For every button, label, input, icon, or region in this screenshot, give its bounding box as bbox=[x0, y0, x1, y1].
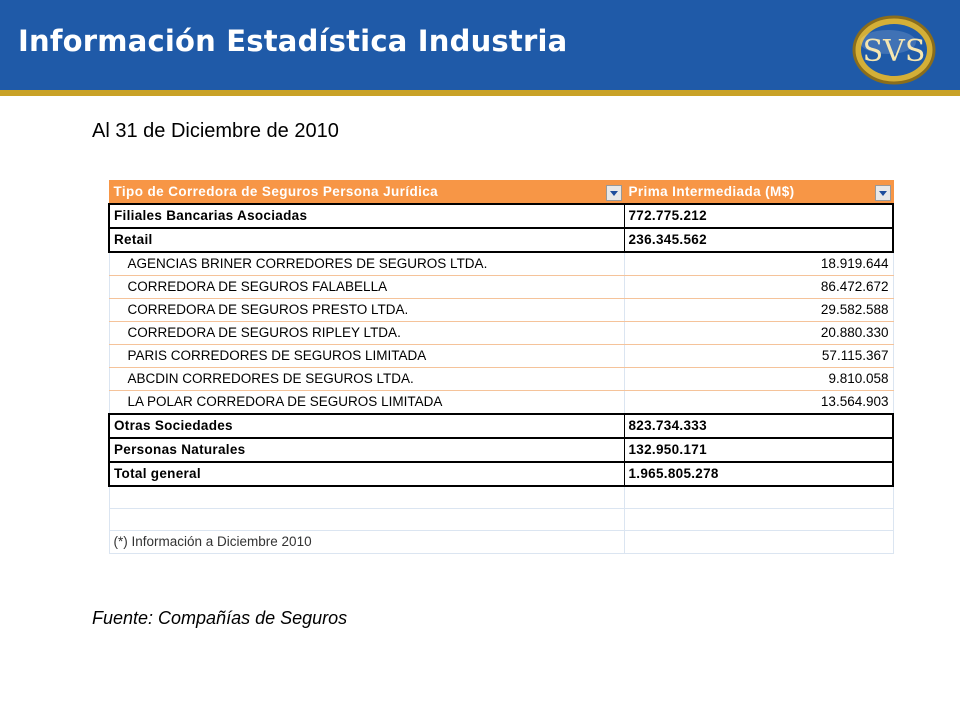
table-header-row bbox=[109, 181, 893, 205]
row-value: 772.775.212 bbox=[624, 204, 893, 228]
brokers-table bbox=[108, 180, 894, 554]
row-value: 29.582.588 bbox=[624, 299, 893, 322]
page-title: Información Estadística Industria bbox=[18, 24, 568, 58]
filter-dropdown-icon[interactable] bbox=[875, 185, 891, 201]
table-row bbox=[109, 345, 893, 368]
row-label: CORREDORA DE SEGUROS FALABELLA bbox=[109, 276, 624, 299]
table-row bbox=[109, 299, 893, 322]
empty-row bbox=[109, 508, 893, 530]
column-header-premium-label: Prima Intermediada (M$) bbox=[628, 184, 795, 199]
row-value: 20.880.330 bbox=[624, 322, 893, 345]
column-header-type[interactable] bbox=[109, 181, 624, 205]
source-note: Fuente: Compañías de Seguros bbox=[92, 608, 348, 628]
row-value: 86.472.672 bbox=[624, 276, 893, 299]
table-row bbox=[109, 252, 893, 276]
row-value: 1.965.805.278 bbox=[624, 462, 893, 486]
empty-cell bbox=[109, 508, 624, 530]
table-row bbox=[109, 391, 893, 415]
row-label: Filiales Bancarias Asociadas bbox=[109, 204, 624, 228]
row-value: 13.564.903 bbox=[624, 391, 893, 415]
row-value: 132.950.171 bbox=[624, 438, 893, 462]
row-value: 236.345.562 bbox=[624, 228, 893, 252]
column-header-premium[interactable] bbox=[624, 181, 893, 205]
column-header-type-label: Tipo de Corredora de Seguros Persona Jurídica bbox=[113, 184, 439, 199]
table-row-total bbox=[109, 462, 893, 486]
table-row bbox=[109, 204, 893, 228]
empty-cell bbox=[109, 486, 624, 508]
row-value: 57.115.367 bbox=[624, 345, 893, 368]
row-label: CORREDORA DE SEGUROS RIPLEY LTDA. bbox=[109, 322, 624, 345]
row-label: Total general bbox=[109, 462, 624, 486]
svs-logo bbox=[846, 8, 942, 88]
row-value: 18.919.644 bbox=[624, 252, 893, 276]
logo-text: SVS bbox=[862, 34, 926, 69]
header-bar bbox=[0, 0, 960, 90]
footnote: (*) Información a Diciembre 2010 bbox=[109, 530, 624, 553]
table-row bbox=[109, 228, 893, 252]
table-row bbox=[109, 368, 893, 391]
row-value: 9.810.058 bbox=[624, 368, 893, 391]
empty-cell bbox=[624, 508, 893, 530]
empty-cell bbox=[624, 530, 893, 553]
filter-dropdown-icon[interactable] bbox=[606, 185, 622, 201]
row-value: 823.734.333 bbox=[624, 414, 893, 438]
row-label: Personas Naturales bbox=[109, 438, 624, 462]
row-label: AGENCIAS BRINER CORREDORES DE SEGUROS LTDA. bbox=[109, 252, 624, 276]
row-label: ABCDIN CORREDORES DE SEGUROS LTDA. bbox=[109, 368, 624, 391]
table-row bbox=[109, 322, 893, 345]
row-label: Otras Sociedades bbox=[109, 414, 624, 438]
row-label: PARIS CORREDORES DE SEGUROS LIMITADA bbox=[109, 345, 624, 368]
report-date: Al 31 de Diciembre de 2010 bbox=[92, 120, 339, 142]
table-row bbox=[109, 438, 893, 462]
row-label: LA POLAR CORREDORA DE SEGUROS LIMITADA bbox=[109, 391, 624, 415]
row-label: CORREDORA DE SEGUROS PRESTO LTDA. bbox=[109, 299, 624, 322]
footnote-row bbox=[109, 530, 893, 553]
header-accent-strip bbox=[0, 90, 960, 96]
table-row bbox=[109, 414, 893, 438]
empty-cell bbox=[624, 486, 893, 508]
empty-row bbox=[109, 486, 893, 508]
table-row bbox=[109, 276, 893, 299]
row-label: Retail bbox=[109, 228, 624, 252]
